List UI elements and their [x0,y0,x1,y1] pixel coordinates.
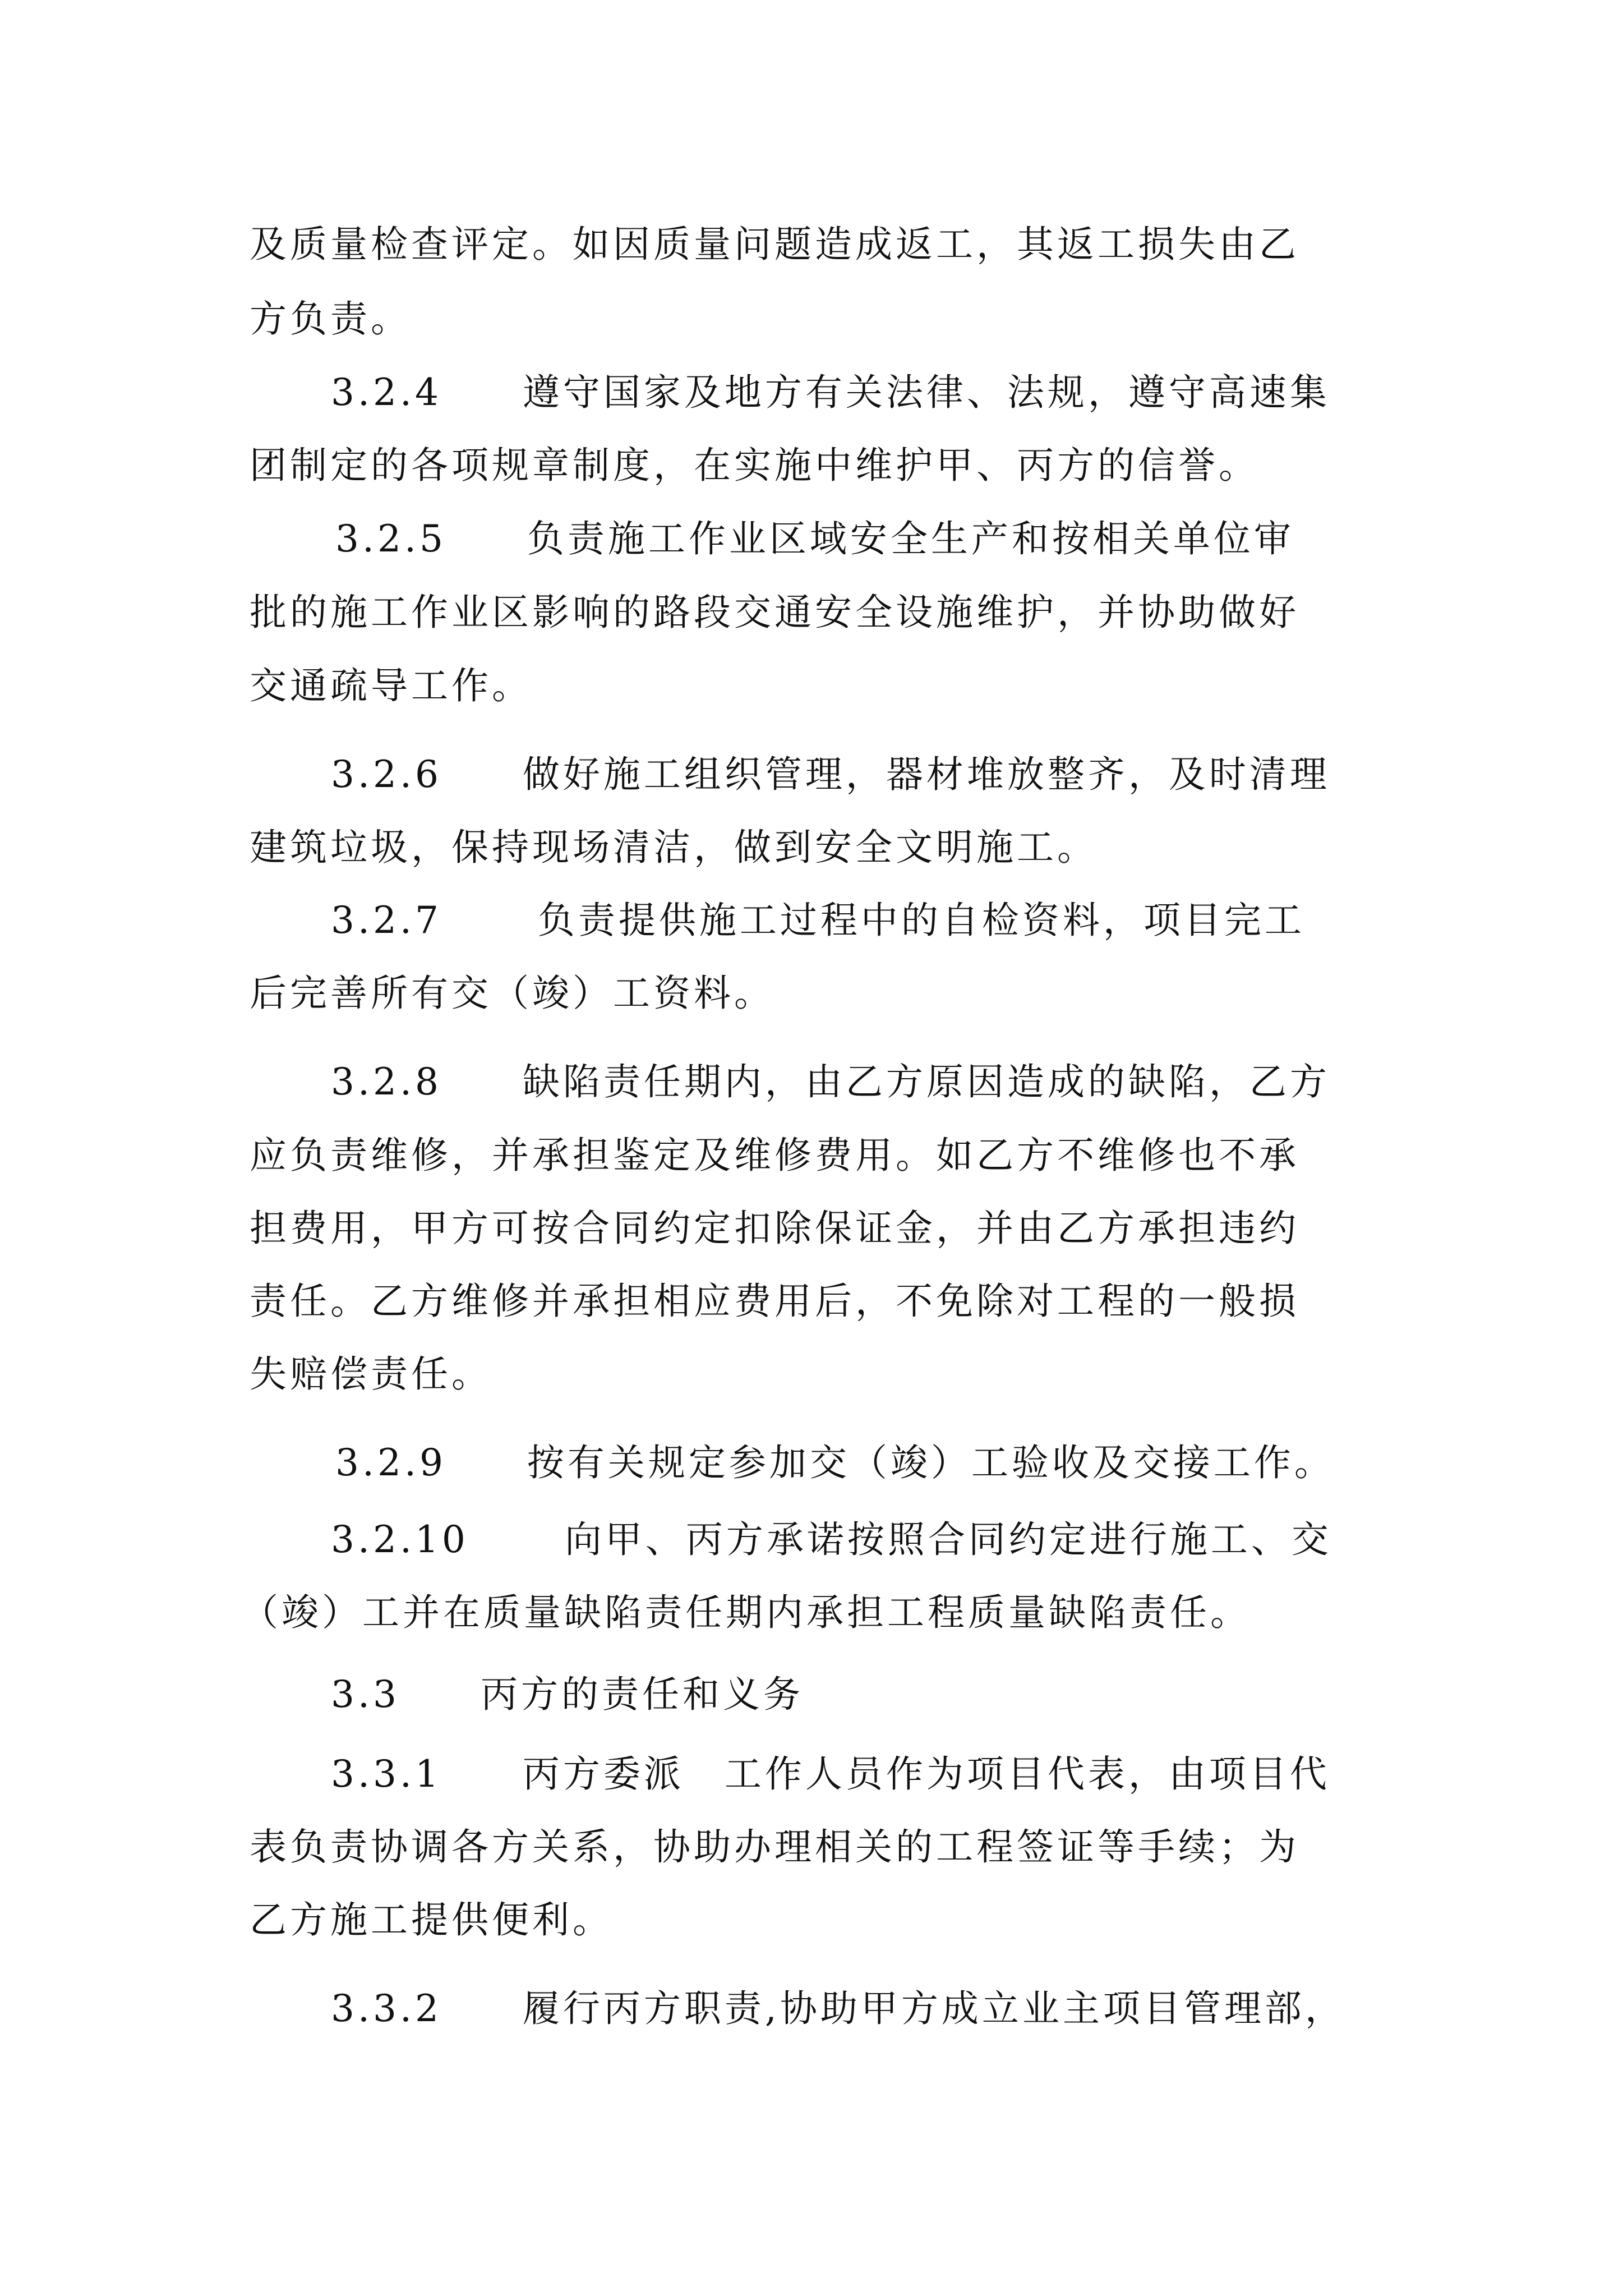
text-line-15: 责任。乙方维修并承担相应费用后，不免除对工程的一般损 [250,1280,1299,1323]
clause-3-2-7: 3.2.7 负责提供施工过程中的自检资料，项目完工 [331,899,1305,942]
text-line-7: 交通疏导工作。 [250,664,532,707]
text-line-23: 乙方施工提供便利。 [250,1898,613,1941]
text-line-11: 后完善所有交（竣）工资料。 [250,972,774,1015]
text-line-2: 方负责。 [250,297,411,341]
text-line-16: 失赔偿责任。 [250,1352,492,1396]
text-line-9: 建筑垃圾，保持现场清洁，做到安全文明施工。 [250,826,1098,869]
text-line-14: 担费用，甲方可按合同约定扣除保证金，并由乙方承担违约 [250,1207,1299,1250]
clause-3-2-9: 3.2.9 按有关规定参加交（竣）工验收及交接工作。 [335,1441,1335,1484]
clause-3-2-6: 3.2.6 做好施工组织管理，器材堆放整齐，及时清理 [331,753,1330,796]
text-line-19: （竣）工并在质量缺陷责任期内承担工程质量缺陷责任。 [241,1591,1251,1634]
text-line-1: 及质量检查评定。如因质量问题造成返工，其返工损失由乙 [250,223,1299,266]
clause-3-3-1: 3.3.1 丙方委派 工作人员作为项目代表，由项目代 [331,1752,1330,1796]
text-line-6: 批的施工作业区影响的路段交通安全设施维护，并协助做好 [250,591,1299,634]
clause-3-3-2: 3.3.2 履行丙方职责,协助甲方成立业主项目管理部， [331,1987,1345,2030]
clause-3-2-8: 3.2.8 缺陷责任期内，由乙方原因造成的缺陷，乙方 [331,1060,1330,1103]
clause-3-2-5: 3.2.5 负责施工作业区域安全生产和按相关单位审 [335,517,1294,560]
clause-3-2-4: 3.2.4 遵守国家及地方有关法律、法规，遵守高速集 [331,371,1330,414]
text-line-13: 应负责维修，并承担鉴定及维修费用。如乙方不维修也不承 [250,1134,1299,1177]
clause-3-2-10: 3.2.10 向甲、丙方承诺按照合同约定进行施工、交 [331,1518,1332,1561]
text-line-4: 团制定的各项规章制度，在实施中维护甲、丙方的信誉。 [250,444,1259,487]
section-3-3-heading: 3.3 丙方的责任和义务 [331,1673,804,1716]
text-line-22: 表负责协调各方关系，协助办理相关的工程签证等手续；为 [250,1825,1299,1869]
